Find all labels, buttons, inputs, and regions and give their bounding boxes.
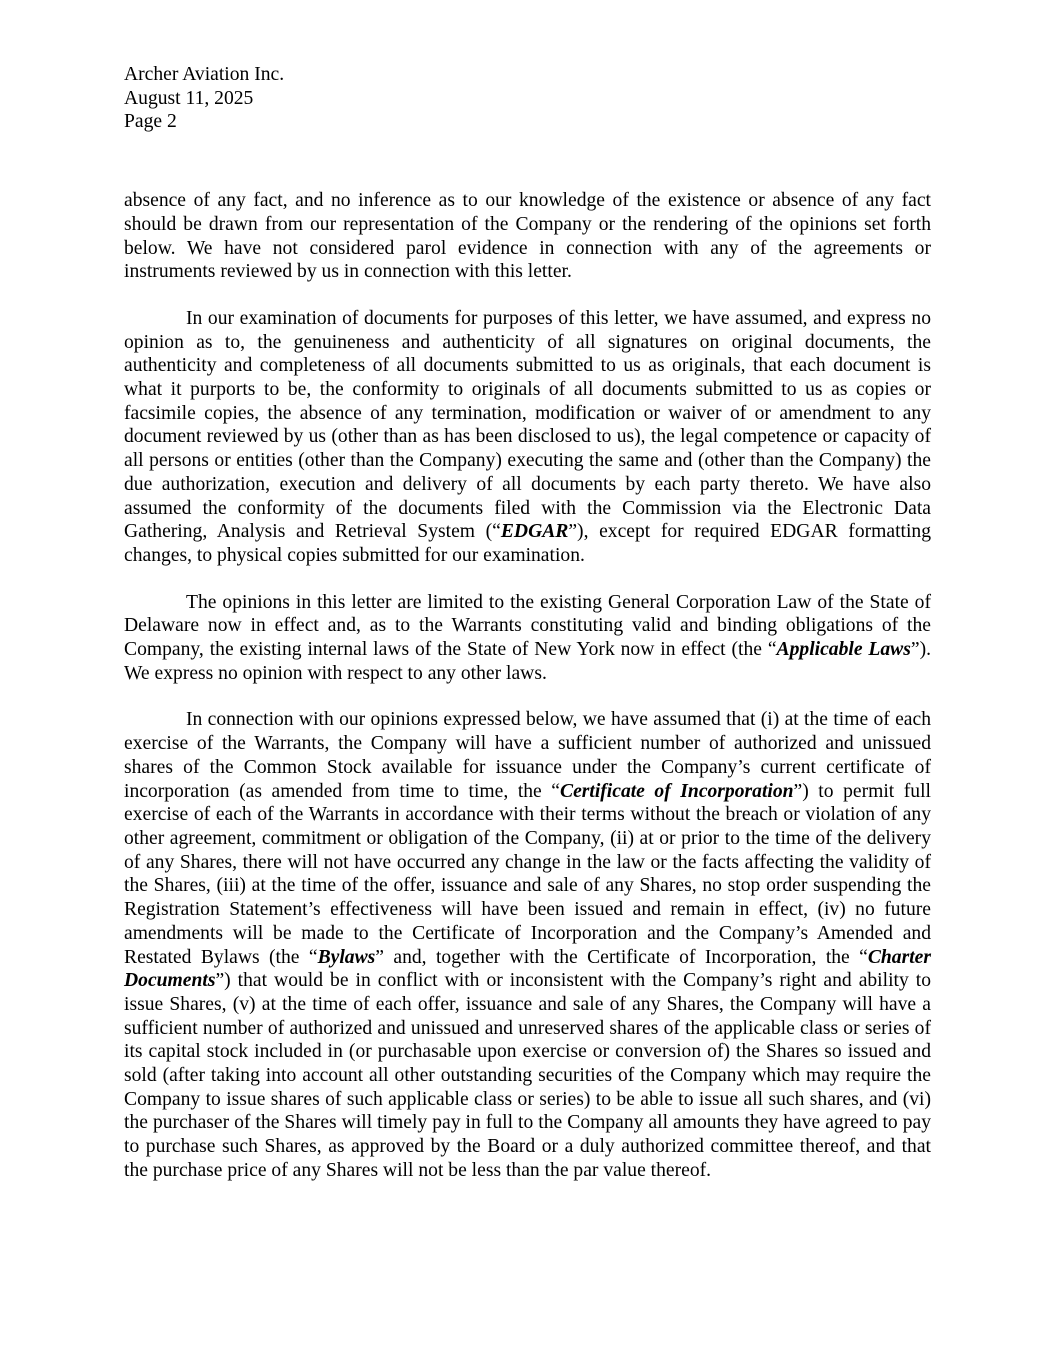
paragraph-text: In our examination of documents for purposes of this letter, we have assumed, and express no opinion as to, the genuineness and authenticity of all signatures on original documents, the authenticity and completeness of all documents submitted to us as originals, that each document is what it purports to be, the conformity to originals of all documents submitted to us as copies or facsimile copies, the absence of any termination, modification or waiver of or amendment to any document reviewed by us (other than as has been disclosed to us), the legal competence or capacity of all persons or entities (other than the Company) executing the same and (other than the Company) the due authorization, execution and delivery of all documents by each party thereto. We have also assumed the conformity of the documents filed with the Commission via the Electronic Data Gathering, Analysis and Retrieval System (“	[124, 307, 931, 543]
page-number: Page 2	[124, 111, 177, 133]
paragraph-opinion-assumptions	[124, 708, 931, 1182]
letter-page	[124, 63, 931, 1183]
paragraph-text: ” and, together with the Certificate of Incorporation, the “	[375, 946, 868, 968]
paragraph-text: In connection with our opinions expressed below, we have assumed that (i) at the time of each exercise of the Warrants, the Company will have a sufficient number of authorized and unissued shares of the Common Stock available for issuance under the Company’s current certificate of incorporation (as amended from time to time, the “	[124, 709, 931, 802]
paragraph-applicable-laws	[124, 591, 931, 686]
defined-term-applicable-laws: Applicable Laws	[776, 639, 911, 661]
defined-term-edgar: EDGAR	[500, 521, 569, 543]
paragraph-text: ”). We express no opinion with respect to any other laws.	[124, 639, 931, 684]
defined-term-charter-documents: Charter Documents	[124, 946, 931, 992]
paragraph-continuation: absence of any fact, and no inference as to our knowledge of the existence or absence of any fact should be drawn from our representation of the Company or the rendering of the opinions set forth below. We have not considered parol evidence in connection with any of the agreements or instruments reviewed by us in connection with this letter.	[124, 190, 931, 283]
company-name: Archer Aviation Inc.	[124, 64, 285, 85]
defined-term-bylaws: Bylaws	[317, 946, 376, 968]
paragraph-text: ”), except for required EDGAR formatting changes, to physical copies submitted for our examination.	[124, 521, 931, 566]
defined-term-certificate-of-incorporation: Certificate of Incorporation	[560, 780, 794, 802]
letter-header	[124, 63, 931, 134]
paragraph-text: ”) that would be in conflict with or inconsistent with the Company’s right and ability to issue Shares, (v) at the time of each offer, issuance and sale of any Shares, the Company will have a sufficient number of authorized and unissued and unreserved shares of the applicable class or series of its capital stock included in (or purchasable upon exercise or conversion of) the Shares so issued and sold (after taking into account all other outstanding securities of the Company which may require the Company to issue shares of such applicable class or series) to be able to issue all such shares, and (vi) the purchaser of the Shares will timely pay in full to the Company all amounts they have agreed to pay to purchase such Shares, as approved by the Board or a duly authorized committee thereof, and that the purchase price of any Shares will not be less than the par value thereof.	[124, 970, 931, 1181]
paragraph-text: ”) to permit full exercise of each of the Warrants in accordance with their terms without the breach or violation of any other agreement, commitment or obligation of the Company, (ii) at or prior to the time of the delivery of any Shares, there will not have occurred any change in the law or the facts affecting the validity of the Shares, (iii) at the time of the offer, issuance and sale of any Shares, no stop order suspending the Registration Statement’s effectiveness will have been issued and remain in effect, (iv) no future amendments will be made to the Certificate of Incorporation and the Company’s Amended and Restated Bylaws (the “	[124, 780, 931, 968]
paragraph-examination-assumptions	[124, 307, 931, 568]
paragraph-text: The opinions in this letter are limited to the existing General Corporation Law of the State of Delaware now in effect and, as to the Warrants constituting valid and binding obligations of the Company, the existing internal laws of the State of New York now in effect (the “	[124, 591, 931, 661]
letter-date: August 11, 2025	[124, 87, 254, 109]
